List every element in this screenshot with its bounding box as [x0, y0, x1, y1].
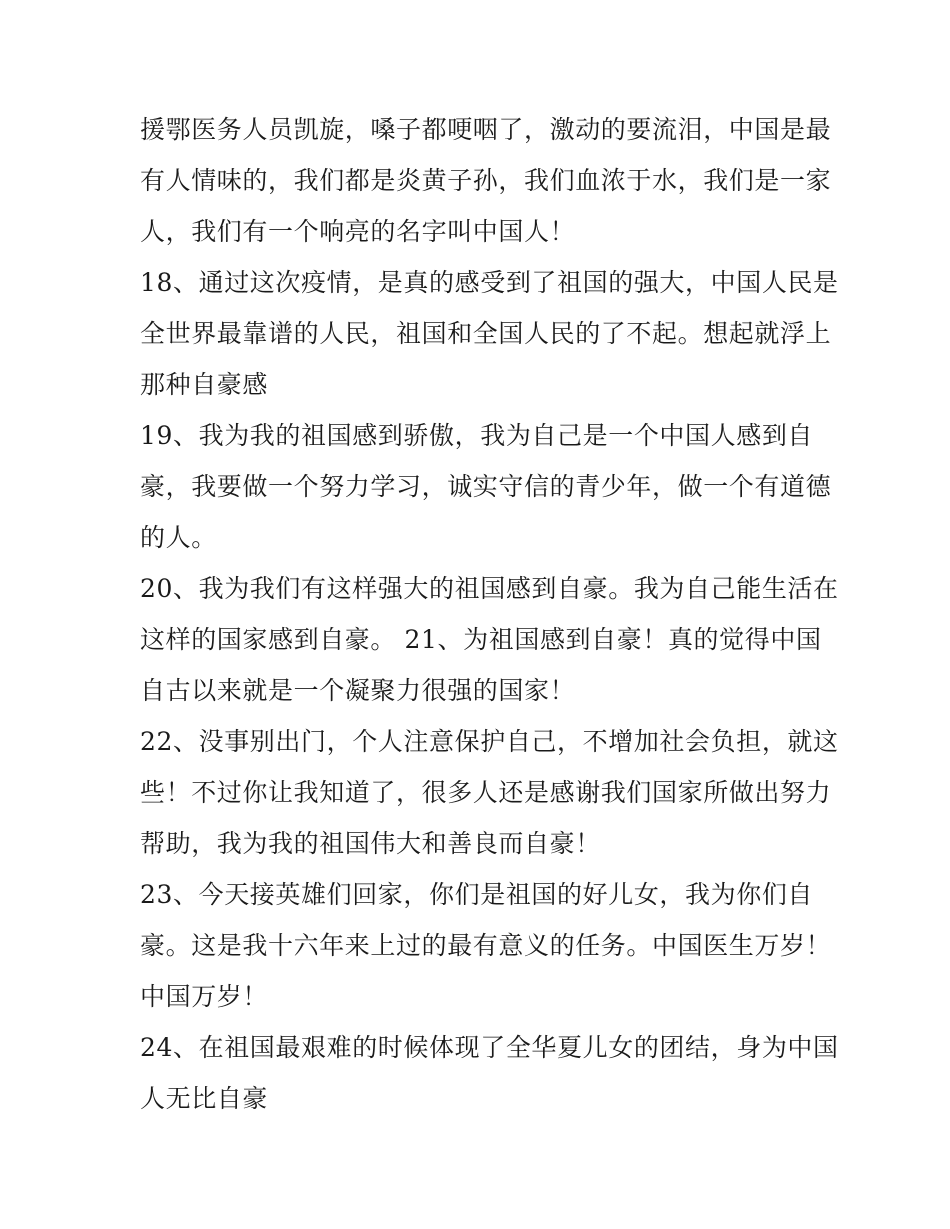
text-line: 24、在祖国最艰难的时候体现了全华夏儿女的团结，身为中国: [140, 1033, 839, 1062]
text-line: 援鄂医务人员凯旋，嗓子都哽咽了，激动的要流泪，中国是最: [140, 115, 832, 144]
text-line: 自古以来就是一个凝聚力很强的国家！: [140, 676, 576, 705]
text-line: 22、没事别出门，个人注意保护自己，不增加社会负担，就这: [140, 727, 839, 756]
text-line: 些！不过你让我知道了，很多人还是感谢我们国家所做出努力: [140, 778, 832, 807]
text-line: 帮助，我为我的祖国伟大和善良而自豪！: [140, 829, 601, 858]
text-line: 有人情味的，我们都是炎黄子孙，我们血浓于水，我们是一家: [140, 166, 832, 195]
text-line: 23、今天接英雄们回家，你们是祖国的好儿女，我为你们自: [140, 880, 814, 909]
text-line: 人，我们有一个响亮的名字叫中国人！: [140, 217, 576, 246]
text-line: 的人。: [140, 523, 217, 552]
text-line: 人无比自豪: [140, 1084, 269, 1113]
text-line: 18、通过这次疫情，是真的感受到了祖国的强大，中国人民是: [140, 268, 839, 297]
text-line: 20、我为我们有这样强大的祖国感到自豪。我为自己能生活在: [140, 574, 839, 603]
text-line: 那种自豪感: [140, 370, 269, 399]
text-line: 19、我为我的祖国感到骄傲，我为自己是一个中国人感到自: [140, 421, 814, 450]
text-line: 中国万岁！: [140, 982, 269, 1011]
text-line: 豪，我要做一个努力学习，诚实守信的青少年，做一个有道德: [140, 472, 832, 501]
text-line: 这样的国家感到自豪。 21、为祖国感到自豪！真的觉得中国: [140, 625, 822, 654]
text-line: 全世界最靠谱的人民，祖国和全国人民的了不起。想起就浮上: [140, 319, 832, 348]
document-body: [140, 104, 839, 1124]
text-line: 豪。这是我十六年来上过的最有意义的任务。中国医生万岁！: [140, 931, 832, 960]
